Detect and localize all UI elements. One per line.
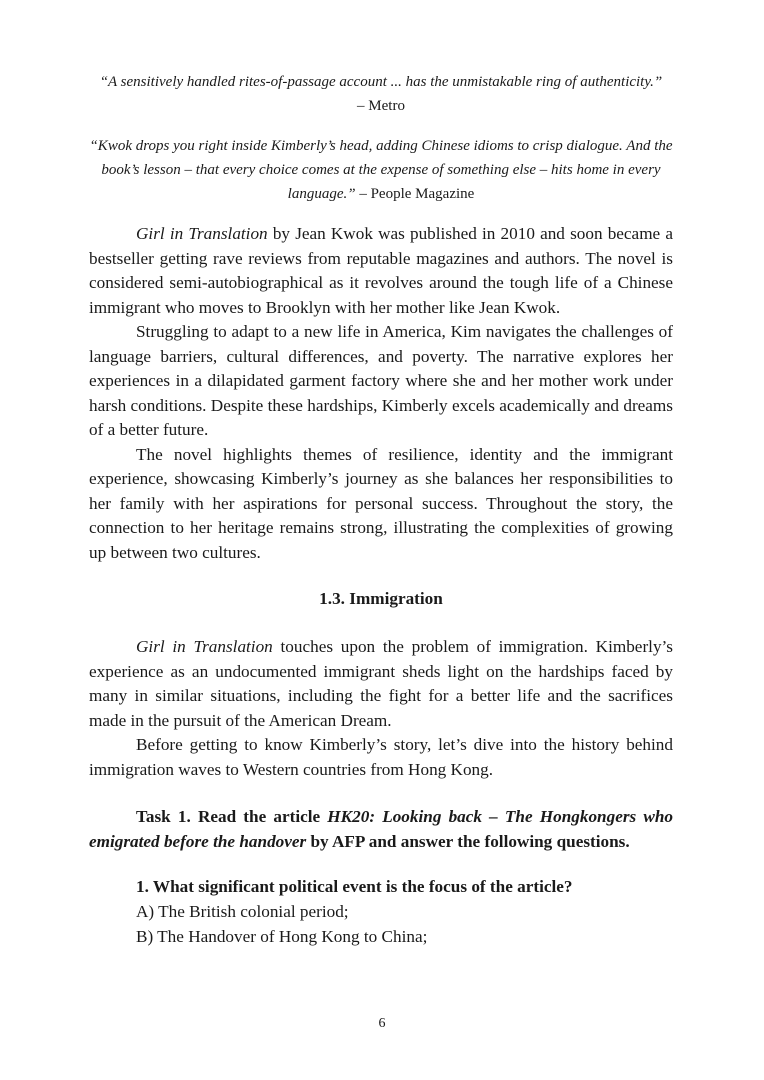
intro-paragraph-3: The novel highlights themes of resilience, identity and the immigrant experience, showcasing Kimberly’s journey as she balances her responsibilities to her family with her aspirations for personal success. Throughout the story, the connection to her heritage remains strong, illustrating the complexities of growing up between two cultures. <box>89 444 673 562</box>
task-suffix: by AFP and answer the following questions. <box>306 832 630 851</box>
task-prefix: Task 1. Read the article <box>136 807 328 826</box>
book-title: Girl in Translation <box>136 224 268 243</box>
section-paragraph-2: Before getting to know Kimberly’s story, let’s dive into the history behind immigration waves to Western countries from Hong Kong. <box>89 735 673 779</box>
article-title: HK20: Looking back – The Hongkongers who emigrated before the handover <box>89 807 673 851</box>
book-title: Girl in Translation <box>136 637 273 656</box>
option-b: B) The Handover of Hong Kong to China; <box>136 927 428 946</box>
paragraph-text: by Jean Kwok was published in 2010 and soon became a bestseller getting rave reviews from reputable magazines and authors. The novel is considered semi-autobiographical as it revolves around the tough life of a Chinese immigrant who moves to Brooklyn with her mother like Jean Kwok. <box>89 224 673 317</box>
quote-text: “A sensitively handled rites-of-passage account ... has the unmistakable ring of authenticity.” <box>99 74 663 90</box>
intro-paragraph-1 <box>89 222 673 320</box>
review-quote-metro <box>89 70 673 118</box>
question-1: 1. What significant political event is the focus of the article? <box>136 877 573 896</box>
option-a: A) The British colonial period; <box>136 902 349 921</box>
section-paragraph-1 <box>89 635 673 733</box>
quote-source: – People Magazine <box>359 186 475 202</box>
page-number: 6 <box>378 1016 386 1031</box>
main-text <box>89 222 673 949</box>
intro-paragraph-2: Struggling to adapt to a new life in America, Kim navigates the challenges of language barriers, cultural differences, and poverty. The narrative explores her experiences in a dilapidated garment factory where she and her mother work under harsh conditions. Despite these hardships, Kimberly excels academically and dreams of a better future. <box>89 322 673 439</box>
paragraph-text: touches upon the problem of immigration. Kimberly’s experience as an undocumented immigrant sheds light on the hardships faced by many in similar situations, including the fight for a better life and the sacrifices made in the pursuit of the American Dream. <box>89 637 673 730</box>
quote-text: “Kwok drops you right inside Kimberly’s head, adding Chinese idioms to crisp dialogue. And the book’s lesson – that every choice comes at the expense of something else – hits home in every language.” <box>89 138 673 202</box>
section-heading: 1.3. Immigration <box>319 589 443 608</box>
quote-source: – Metro <box>357 98 405 114</box>
review-quote-people <box>89 134 673 206</box>
task-instruction <box>89 804 673 854</box>
